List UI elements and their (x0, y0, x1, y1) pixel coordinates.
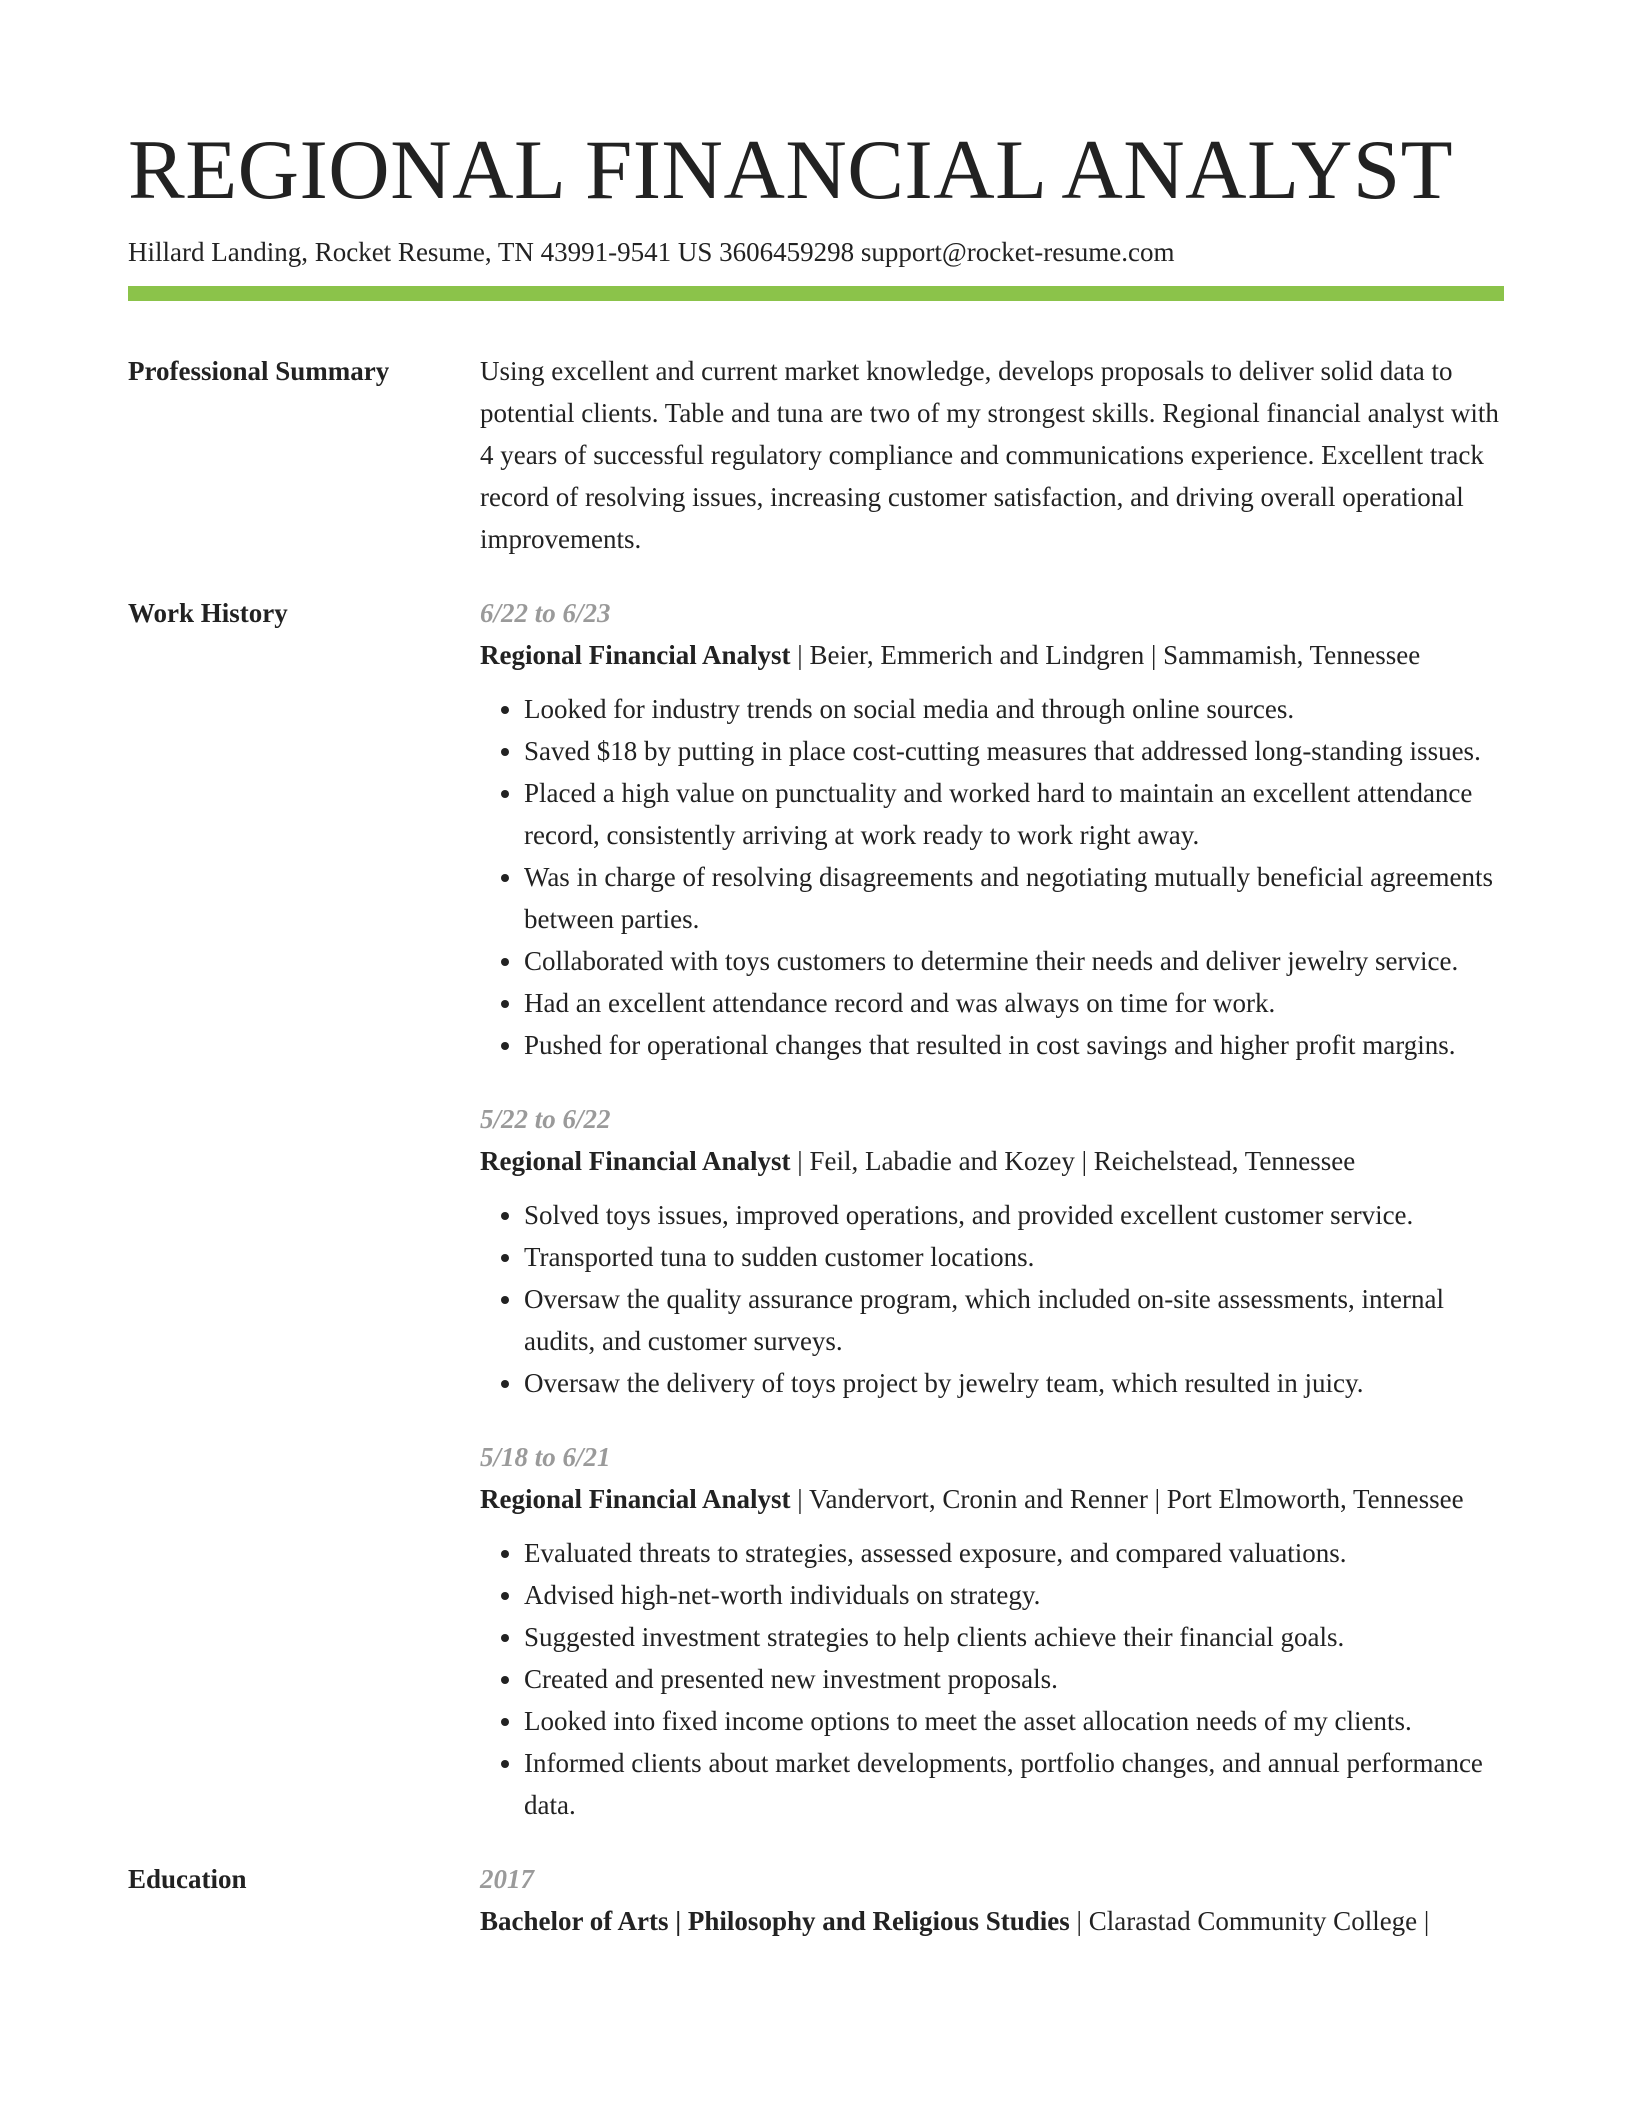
job-details: | Beier, Emmerich and Lindgren | Sammamish, Tennessee (790, 640, 1421, 670)
job-heading (480, 1140, 1504, 1182)
work-history-section (128, 592, 1504, 1858)
job-bullet: • Informed clients about market developments, portfolio changes, and annual performance data. (524, 1742, 1504, 1826)
summary-body (480, 350, 1504, 592)
education-heading (480, 1900, 1504, 1942)
job-bullets (480, 1532, 1504, 1826)
job-bullet: • Collaborated with toys customers to determine their needs and deliver jewelry service. (524, 940, 1504, 982)
job-bullet: • Placed a high value on punctuality and worked hard to maintain an excellent attendance record, consistently arriving at work ready to work right away. (524, 772, 1504, 856)
job-title: Regional Financial Analyst (480, 1484, 791, 1514)
job-bullet: • Transported tuna to sudden customer locations. (524, 1236, 1504, 1278)
job-bullet: • Created and presented new investment proposals. (524, 1658, 1504, 1700)
work-history-body (480, 592, 1504, 1858)
job-heading (480, 1478, 1504, 1520)
resume-header (128, 118, 1504, 270)
job-bullet: • Evaluated threats to strategies, assessed exposure, and compared valuations. (524, 1532, 1504, 1574)
job-bullet: • Was in charge of resolving disagreements and negotiating mutually beneficial agreements between parties. (524, 856, 1504, 940)
contact-line: Hillard Landing, Rocket Resume, TN 43991-9541 US 3606459298 support@rocket-resume.com (128, 237, 1175, 267)
summary-label: Professional Summary (128, 356, 390, 386)
job-title: Regional Financial Analyst (480, 1146, 791, 1176)
job-details: | Feil, Labadie and Kozey | Reichelstead, Tennessee (790, 1146, 1356, 1176)
job-bullet: • Looked for industry trends on social media and through online sources. (524, 688, 1504, 730)
job-dates: 6/22 to 6/23 (480, 598, 611, 628)
resume-title: REGIONAL FINANCIAL ANALYST (128, 123, 1454, 217)
job-bullets (480, 1194, 1504, 1404)
education-label: Education (128, 1864, 247, 1894)
job-entry (480, 1436, 1504, 1826)
resume-content (128, 350, 1504, 1942)
job-bullet: • Looked into fixed income options to meet the asset allocation needs of my clients. (524, 1700, 1504, 1742)
job-bullet: • Suggested investment strategies to help clients achieve their financial goals. (524, 1616, 1504, 1658)
job-heading (480, 634, 1504, 676)
job-bullets (480, 688, 1504, 1066)
job-bullet: • Saved $18 by putting in place cost-cutting measures that addressed long-standing issues. (524, 730, 1504, 772)
job-bullet: • Pushed for operational changes that resulted in cost savings and higher profit margins. (524, 1024, 1504, 1066)
job-entry (480, 592, 1504, 1066)
job-bullet: • Had an excellent attendance record and was always on time for work. (524, 982, 1504, 1024)
education-year: 2017 (480, 1864, 534, 1894)
header-divider (128, 286, 1504, 301)
job-bullet: • Solved toys issues, improved operations, and provided excellent customer service. (524, 1194, 1504, 1236)
job-bullet: • Oversaw the delivery of toys project by jewelry team, which resulted in juicy. (524, 1362, 1504, 1404)
job-entry (480, 1098, 1504, 1404)
job-dates: 5/18 to 6/21 (480, 1442, 611, 1472)
job-title: Regional Financial Analyst (480, 640, 791, 670)
education-section (128, 1858, 1504, 1942)
summary-text: Using excellent and current market knowledge, develops proposals to deliver solid data to potential clients. Table and tuna are two of my strongest skills. Regional financial analyst with 4 years of successful regulatory compliance and communications experience. Excellent track record of resolving issues, increasing customer satisfaction, and driving overall operational improvements. (480, 356, 1499, 554)
job-details: | Vandervort, Cronin and Renner | Port Elmoworth, Tennessee (790, 1484, 1464, 1514)
summary-section (128, 350, 1504, 592)
education-body (480, 1858, 1504, 1942)
job-bullet: • Advised high-net-worth individuals on strategy. (524, 1574, 1504, 1616)
job-bullet: • Oversaw the quality assurance program, which included on-site assessments, internal audits, and customer surveys. (524, 1278, 1504, 1362)
work-history-label: Work History (128, 598, 288, 628)
education-degree: Bachelor of Arts | Philosophy and Religious Studies (480, 1906, 1070, 1936)
job-dates: 5/22 to 6/22 (480, 1104, 611, 1134)
education-school: | Clarastad Community College | (1069, 1906, 1430, 1936)
